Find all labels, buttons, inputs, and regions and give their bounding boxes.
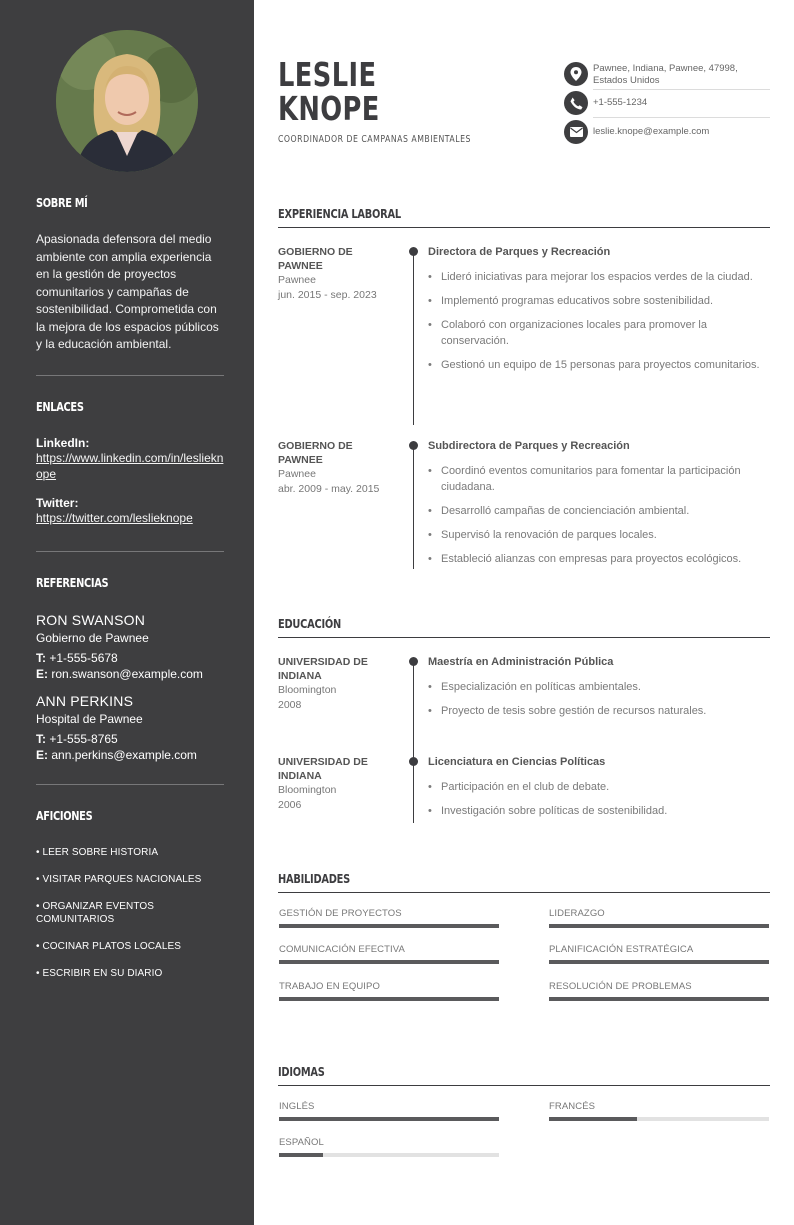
- entry-role: Directora de Parques y Recreación: [428, 246, 611, 258]
- language-label: FRANCÉS: [549, 1101, 596, 1112]
- timeline-dot: [409, 757, 418, 766]
- entry-details: [428, 439, 770, 575]
- twitter-link[interactable]: https://twitter.com/leslieknope: [36, 511, 193, 525]
- language-label: ESPAÑOL: [279, 1137, 324, 1148]
- bullet-item: • Especialización en políticas ambientales.: [428, 679, 770, 695]
- entry-bullets: [428, 779, 770, 819]
- language-fill: [549, 1117, 637, 1121]
- reference-org: Gobierno de Pawnee: [36, 631, 149, 645]
- entry-dates: 2006: [278, 799, 302, 811]
- entry-bullets: [428, 463, 770, 567]
- entry-dates: 2008: [278, 699, 302, 711]
- experience-heading: EXPERIENCIA LABORAL: [278, 207, 401, 221]
- entry-location: Bloomington: [278, 784, 337, 796]
- entry-role: Licenciatura en Ciencias Políticas: [428, 756, 606, 768]
- entry-location: Pawnee: [278, 468, 316, 480]
- contact-divider: [593, 117, 770, 118]
- bullet-item: • Colaboró con organizaciones locales para promover la conservación.: [428, 317, 770, 349]
- experience-entry: [278, 245, 770, 425]
- hobbies-heading: AFICIONES: [36, 809, 93, 823]
- skill-item: [279, 981, 499, 1001]
- experience-entry: [278, 439, 770, 579]
- skill-fill: [549, 960, 769, 964]
- entry-details: [428, 245, 770, 381]
- bullet-item: • Estableció alianzas con empresas para proyectos ecológicos.: [428, 551, 770, 567]
- reference-item: [36, 612, 224, 681]
- links-heading: ENLACES: [36, 400, 84, 414]
- link-twitter: [36, 496, 224, 526]
- section-rule: [278, 1085, 770, 1086]
- bullet-item: • Proyecto de tesis sobre gestión de recursos naturales.: [428, 703, 770, 719]
- email-label: E:: [36, 748, 48, 762]
- location-pin-icon: [564, 62, 588, 86]
- bullet-item: • Participación en el club de debate.: [428, 779, 770, 795]
- contact-phone: [564, 91, 770, 115]
- reference-phone: [36, 732, 224, 746]
- entry-meta: [278, 439, 398, 497]
- about-section: [36, 196, 224, 354]
- language-item: [279, 1137, 499, 1157]
- job-title: COORDINADOR DE CAMPAÑAS AMBIENTALES: [278, 134, 471, 145]
- reference-name: RON SWANSON: [36, 612, 146, 628]
- timeline-dot: [409, 247, 418, 256]
- entry-location: Pawnee: [278, 274, 316, 286]
- full-name: [278, 55, 380, 128]
- about-text: Apasionada defensora del medio ambiente con amplia experiencia en la gestión de proyectos comunitarios y campañas de sostenibilidad. Comprometida con la mejora de los espacios públicos y la educación ambiental.: [36, 232, 219, 351]
- skill-label: PLANIFICACIÓN ESTRATÉGICA: [549, 944, 694, 955]
- phone-label: T:: [36, 651, 46, 665]
- phone-text: +1-555-1234: [593, 97, 648, 108]
- entry-meta: [278, 655, 398, 713]
- entry-role: Maestría en Administración Pública: [428, 656, 614, 668]
- timeline-line: [413, 761, 414, 823]
- entry-dates: abr. 2009 - may. 2015: [278, 483, 380, 495]
- skill-label: COMUNICACIÓN EFECTIVA: [279, 944, 405, 955]
- address-text: Pawnee, Indiana, Pawnee, 47998, Estados Unidos: [593, 63, 738, 86]
- hobbies-list: [36, 846, 224, 980]
- twitter-label: Twitter:: [36, 496, 79, 510]
- language-item: [549, 1101, 769, 1121]
- skill-fill: [279, 997, 499, 1001]
- skill-bar: [279, 997, 499, 1001]
- skills-heading: HABILIDADES: [278, 872, 351, 886]
- entry-bullets: [428, 679, 770, 719]
- bullet-item: • Supervisó la renovación de parques locales.: [428, 527, 770, 543]
- reference-phone: [36, 651, 224, 665]
- skill-label: TRABAJO EN EQUIPO: [279, 981, 380, 992]
- section-rule: [278, 892, 770, 893]
- bullet-item: • Gestionó un equipo de 15 personas para proyectos comunitarios.: [428, 357, 770, 373]
- link-linkedin: [36, 436, 224, 482]
- language-bar: [279, 1117, 499, 1121]
- reference-org: Hospital de Pawnee: [36, 712, 143, 726]
- linkedin-link[interactable]: https://www.linkedin.com/in/leslieknope: [36, 451, 224, 481]
- entry-org: GOBIERNO DE PAWNEE: [278, 246, 353, 272]
- language-bar: [279, 1153, 499, 1157]
- bullet-item: • Lideró iniciativas para mejorar los espacios verdes de la ciudad.: [428, 269, 770, 285]
- entry-dates: jun. 2015 - sep. 2023: [278, 289, 377, 301]
- skill-item: [279, 944, 499, 964]
- section-rule: [278, 227, 770, 228]
- first-name: LESLIE: [278, 55, 377, 94]
- timeline-dot: [409, 657, 418, 666]
- hobby-item: • LEER SOBRE HISTORIA: [36, 847, 159, 858]
- reference-email: [36, 667, 224, 681]
- skill-fill: [279, 924, 499, 928]
- phone-value: +1-555-5678: [49, 651, 118, 665]
- profile-photo: [56, 30, 198, 172]
- contact-divider: [593, 89, 770, 90]
- entry-org: UNIVERSIDAD DE INDIANA: [278, 756, 368, 782]
- contact-email: [564, 120, 770, 144]
- about-heading: SOBRE MÍ: [36, 196, 88, 210]
- entry-org: UNIVERSIDAD DE INDIANA: [278, 656, 368, 682]
- skill-bar: [549, 960, 769, 964]
- skill-fill: [549, 924, 769, 928]
- skill-fill: [549, 997, 769, 1001]
- email-value: ann.perkins@example.com: [51, 748, 197, 762]
- education-entry: [278, 655, 770, 745]
- skill-label: GESTIÓN DE PROYECTOS: [279, 908, 402, 919]
- timeline-line: [413, 445, 414, 569]
- links-section: [36, 400, 224, 526]
- skill-bar: [279, 924, 499, 928]
- language-fill: [279, 1153, 323, 1157]
- timeline-line: [413, 251, 414, 425]
- education-heading: EDUCACIÓN: [278, 617, 341, 631]
- email-text[interactable]: leslie.knope@example.com: [593, 126, 710, 137]
- email-value: ron.swanson@example.com: [51, 667, 203, 681]
- skill-label: LIDERAZGO: [549, 908, 605, 919]
- entry-location: Bloomington: [278, 684, 337, 696]
- skill-bar: [549, 924, 769, 928]
- phone-value: +1-555-8765: [49, 732, 118, 746]
- entry-role: Subdirectora de Parques y Recreación: [428, 440, 630, 452]
- sidebar: [0, 0, 254, 1225]
- language-label: INGLÉS: [279, 1101, 315, 1112]
- sidebar-divider: [36, 784, 224, 785]
- last-name: KNOPE: [278, 89, 380, 128]
- skill-item: [549, 981, 769, 1001]
- entry-meta: [278, 755, 398, 813]
- hobby-item: • VISITAR PARQUES NACIONALES: [36, 874, 202, 885]
- entry-bullets: [428, 269, 770, 373]
- contact-address: [564, 62, 770, 86]
- reference-name: ANN PERKINS: [36, 693, 134, 709]
- skill-item: [279, 908, 499, 928]
- bullet-item: • Implementó programas educativos sobre sostenibilidad.: [428, 293, 770, 309]
- bullet-item: • Coordinó eventos comunitarios para fomentar la participación ciudadana.: [428, 463, 770, 495]
- timeline-dot: [409, 441, 418, 450]
- phone-icon: [564, 91, 588, 115]
- references-heading: REFERENCIAS: [36, 576, 109, 590]
- entry-meta: [278, 245, 398, 303]
- phone-label: T:: [36, 732, 46, 746]
- skill-item: [549, 944, 769, 964]
- entry-details: [428, 655, 770, 727]
- hobby-item: • ESCRIBIR EN SU DIARIO: [36, 968, 163, 979]
- languages-heading: IDIOMAS: [278, 1065, 325, 1079]
- skill-item: [549, 908, 769, 928]
- skill-fill: [279, 960, 499, 964]
- hobbies-section: [36, 809, 224, 994]
- hobby-item: • ORGANIZAR EVENTOS COMUNITARIOS: [36, 901, 155, 925]
- sidebar-divider: [36, 551, 224, 552]
- reference-item: [36, 693, 224, 762]
- bullet-item: • Investigación sobre políticas de sostenibilidad.: [428, 803, 770, 819]
- skill-label: RESOLUCIÓN DE PROBLEMAS: [549, 981, 692, 992]
- skill-bar: [279, 960, 499, 964]
- entry-details: [428, 755, 770, 827]
- language-bar: [549, 1117, 769, 1121]
- email-label: E:: [36, 667, 48, 681]
- language-item: [279, 1101, 499, 1121]
- education-entry: [278, 755, 770, 825]
- linkedin-label: LinkedIn:: [36, 436, 90, 450]
- section-rule: [278, 637, 770, 638]
- references-section: [36, 576, 224, 762]
- entry-org: GOBIERNO DE PAWNEE: [278, 440, 353, 466]
- language-fill: [279, 1117, 499, 1121]
- sidebar-divider: [36, 375, 224, 376]
- reference-email: [36, 748, 224, 762]
- hobby-item: • COCINAR PLATOS LOCALES: [36, 941, 182, 952]
- skill-bar: [549, 997, 769, 1001]
- timeline-line: [413, 661, 414, 761]
- mail-icon: [564, 120, 588, 144]
- bullet-item: • Desarrolló campañas de concienciación ambiental.: [428, 503, 770, 519]
